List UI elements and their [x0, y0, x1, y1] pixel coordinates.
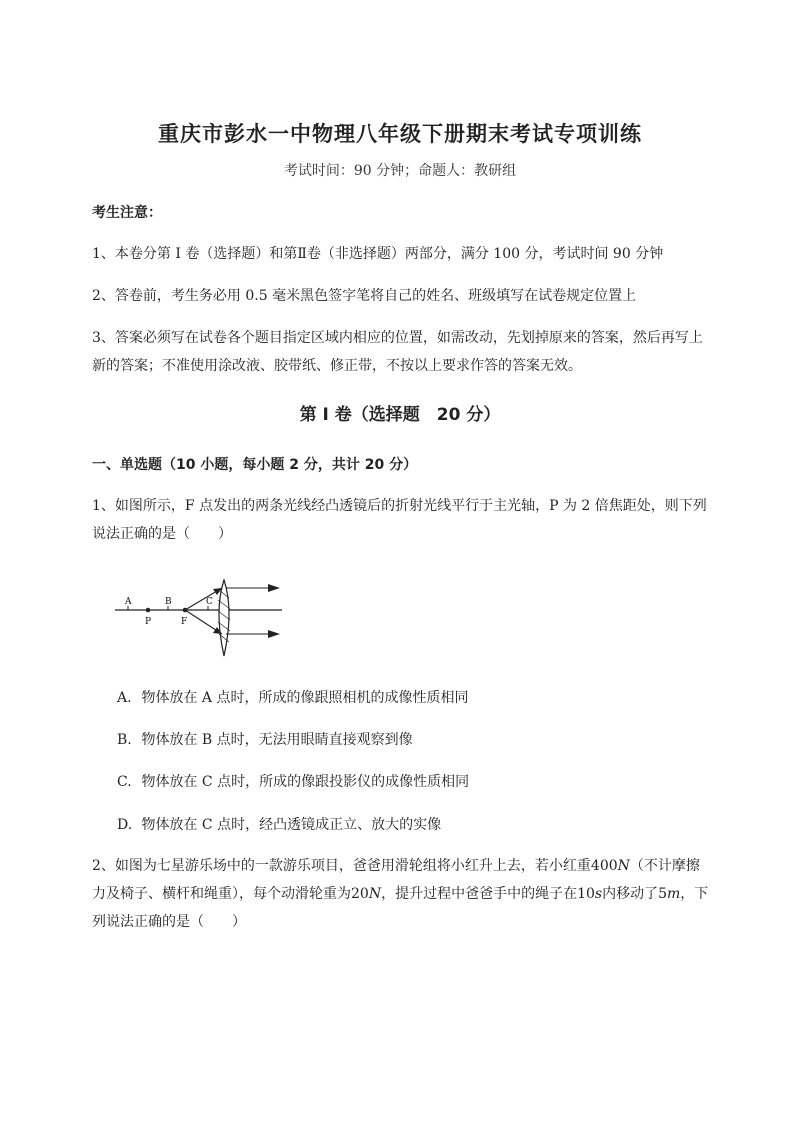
label-b: B — [165, 597, 172, 607]
option-c[interactable] — [117, 771, 469, 791]
exam-info: 考试时间：90 分钟；命题人：教研组 — [283, 163, 517, 179]
point-f — [183, 608, 188, 613]
notice-item-2: 2、答卷前，考生务必用 0.5 毫米黑色签字笔将自己的姓名、班级填写在试卷规定位置上 — [92, 288, 637, 304]
part-heading: 一、单选题（10 小题，每小题 2 分，共计 20 分） — [92, 457, 418, 473]
q2-text-2: （不计摩擦力及椅子、横杆和绳重），每个动滑轮重为 — [92, 858, 700, 902]
option-b-text: 物体放在 B 点时，无法用眼睛直接观察到像 — [141, 732, 413, 748]
question-2-stem — [92, 852, 712, 936]
notice-item-1: 1、本卷分第 I 卷（选择题）和第Ⅱ卷（非选择题）两部分，满分 100 分，考试时间 90 分钟 — [92, 246, 664, 262]
option-a-label: A. — [117, 690, 132, 706]
point-p — [146, 608, 151, 613]
q2-text-5: ，下列说法正确的是（ ） — [92, 886, 709, 930]
option-a-text: 物体放在 A 点时，所成的像跟照相机的成像性质相同 — [141, 690, 469, 706]
option-d-label: D. — [117, 817, 133, 833]
q2-unit-time: s — [594, 886, 603, 902]
lens-diagram — [110, 578, 290, 660]
q2-value-time: 10 — [577, 886, 595, 902]
q2-unit-distance: m — [667, 886, 681, 902]
notice-item-3: 3、答案必须写在试卷各个题目指定区域内相应的位置，如需改动，先划掉原来的答案，然后再写上新的答案；不准使用涂改液、胶带纸、修正带，不按以上要求作答的答案无效。 — [92, 330, 703, 374]
label-c: C — [206, 597, 213, 607]
section-title: 第 I 卷（选择题 20 分） — [299, 405, 501, 425]
option-b[interactable] — [117, 729, 413, 749]
q2-unit-pulley: N — [368, 886, 382, 902]
q2-text-1: 2、如图为七星游乐场中的一款游乐项目，爸爸用滑轮组将小红升上去，若小红重 — [92, 858, 591, 874]
q2-text-4: 内移动了 — [602, 886, 659, 902]
q2-text-3: ，提升过程中爸爸手中的绳子在 — [381, 886, 578, 902]
q2-value-distance: 5 — [658, 886, 668, 902]
option-a[interactable] — [117, 687, 468, 707]
q2-value-weight: 400 — [590, 858, 618, 874]
page-title: 重庆市彭水一中物理八年级下册期末考试专项训练 — [158, 122, 642, 146]
q2-unit-weight: N — [617, 858, 630, 874]
label-f: F — [181, 617, 188, 627]
q2-value-pulley: 20 — [351, 886, 369, 902]
label-p: P — [145, 617, 152, 627]
option-d-text: 物体放在 C 点时，经凸透镜成正立、放大的实像 — [141, 817, 442, 833]
option-c-text: 物体放在 C 点时，所成的像跟投影仪的成像性质相同 — [141, 774, 470, 790]
option-c-label: C. — [117, 774, 132, 790]
label-a: A — [125, 597, 132, 607]
question-1-stem: 1、如图所示，F 点发出的两条光线经凸透镜后的折射光线平行于主光轴，P 为 2 倍焦距处，则下列说法正确的是（ ） — [92, 498, 707, 542]
option-b-label: B. — [117, 732, 132, 748]
option-d[interactable] — [117, 814, 441, 834]
notice-heading: 考生注意： — [92, 205, 162, 221]
